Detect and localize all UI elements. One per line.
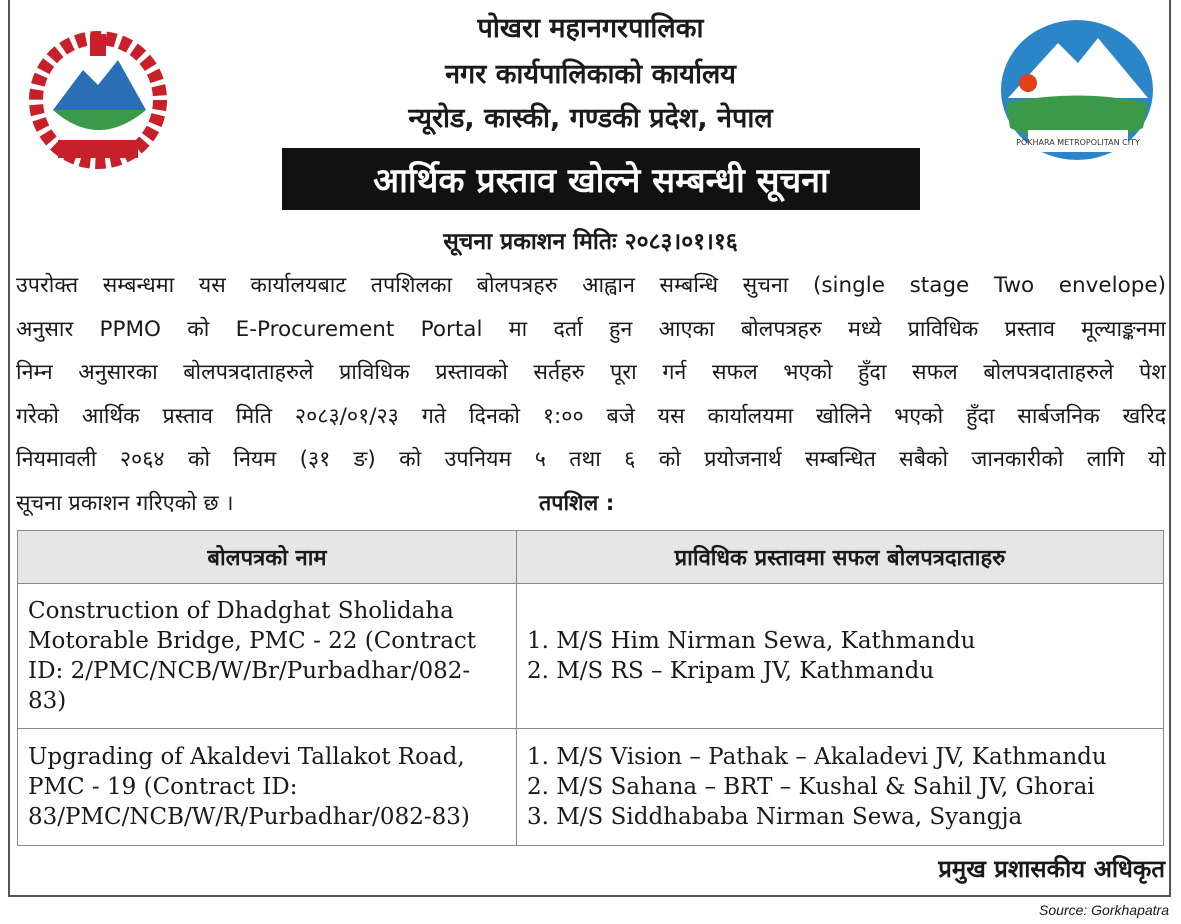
body-line: नियमावली २०६४ को नियम (३१ ङ) को उपनियम ५ तथा ६ को प्रयोजनार्थ सम्बन्धित सबैको जानकारीको लागि यो xyxy=(16,447,1166,472)
source-credit: Source: Gorkhapatra xyxy=(1039,902,1169,918)
bidder: 1. M/S Him Nirman Sewa, Kathmandu xyxy=(527,628,976,654)
table-row xyxy=(18,729,1164,846)
bidder: 2. M/S Sahana – BRT – Kushal & Sahil JV, Ghorai xyxy=(527,774,1095,800)
table-header-row xyxy=(18,531,1164,584)
org-name: पोखरा महानगरपालिका xyxy=(477,13,704,44)
contract-name: Construction of Dhadghat Sholidaha Motorable Bridge, PMC - 22 (Contract ID: 2/PMC/NCB/W/Br/Purbadhar/082-83) xyxy=(18,584,517,729)
body-line: सूचना प्रकाशन गरिएको छ । xyxy=(16,490,234,516)
bidder-list xyxy=(517,729,1164,846)
bidder-list xyxy=(517,584,1164,729)
publish-date: सूचना प्रकाशन मितिः २०८३।०१।१६ xyxy=(443,229,738,255)
body-line-last xyxy=(16,482,1166,526)
contract-name: Upgrading of Akaldevi Tallakot Road, PMC - 19 (Contract ID: 83/PMC/NCB/W/R/Purbadhar/082-83) xyxy=(18,729,517,846)
bidder: 3. M/S Siddhababa Nirman Sewa, Syangja xyxy=(527,804,1023,830)
office-address: न्यूरोड, कास्की, गण्डकी प्रदेश, नेपाल xyxy=(408,103,773,134)
body-line: अनुसार PPMO को E-Procurement Portal मा दर्ता हुन आएका बोलपत्रहरु मध्ये प्राविधिक प्रस्ताव मूल्याङ्कनमा xyxy=(16,316,1166,342)
body-line: उपरोक्त सम्बन्धमा यस कार्यालयबाट तपशिलका बोलपत्रहरु आह्वान सम्बन्धि सुचना (single stage Two envelope) xyxy=(16,273,1166,298)
signatory-title: प्रमुख प्रशासकीय अधिकृत xyxy=(938,855,1165,883)
bidders-table xyxy=(17,530,1164,846)
office-name: नगर कार्यपालिकाको कार्यालय xyxy=(445,59,736,90)
notice-body xyxy=(16,264,1166,525)
bidder: 1. M/S Vision – Pathak – Akaladevi JV, Kathmandu xyxy=(527,744,1107,770)
body-line: गरेको आर्थिक प्रस्ताव मिति २०८३/०१/२३ गते दिनको १:०० बजे यस कार्यालयमा खोलिने भएको हुँदा सार्बजनिक खरिद xyxy=(16,403,1166,429)
body-line: निम्न अनुसारका बोलपत्रदाताहरुले प्राविधिक प्रस्तावको सर्तहरु पूरा गर्न सफल भएको हुँदा सफल बोलपत्रदाताहरुले पेश xyxy=(16,360,1166,385)
bidder: 2. M/S RS – Kripam JV, Kathmandu xyxy=(527,658,935,684)
table-row xyxy=(18,584,1164,729)
svg-text:POKHARA METROPOLITAN CITY: POKHARA METROPOLITAN CITY xyxy=(1016,138,1140,147)
column-header: बोलपत्रको नाम xyxy=(18,531,517,584)
tapashil-label: तपशिल : xyxy=(539,490,615,516)
column-header: प्राविधिक प्रस्तावमा सफल बोलपत्रदाताहरु xyxy=(517,531,1164,584)
notice-title-banner: आर्थिक प्रस्ताव खोल्ने सम्बन्धी सूचना xyxy=(282,148,920,210)
